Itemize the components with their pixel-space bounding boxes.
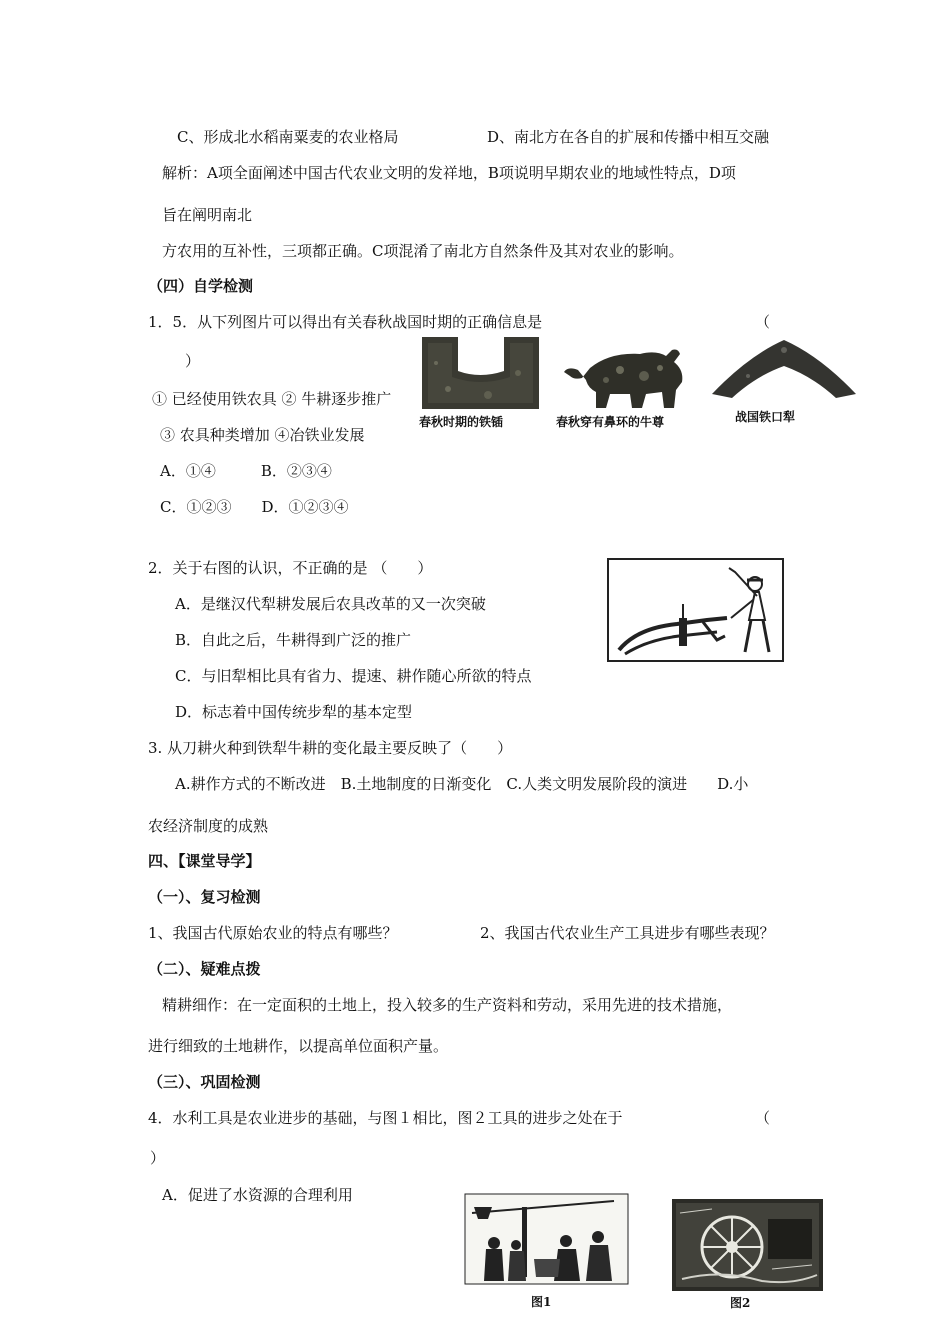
iron-hoe-caption: 春秋时期的铁锸 bbox=[419, 415, 504, 429]
question-1-paren-open: （ bbox=[755, 313, 771, 331]
section-heading-consolidation: （三）、巩固检测 bbox=[148, 1073, 261, 1091]
difficulty-text-2: 进行细致的土地耕作，以提高单位面积产量。 bbox=[148, 1037, 449, 1055]
question-4-stem: 4．水利工具是农业进步的基础，与图１相比，图２工具的进步之处在于 bbox=[148, 1109, 623, 1127]
analysis-line-1: 解析：A项全面阐述中国古代农业文明的发祥地，B项说明早期农业的地域性特点，D项 bbox=[162, 164, 736, 182]
question-4-option-a: A．促进了水资源的合理利用 bbox=[162, 1186, 353, 1204]
figure-2-caption: 图2 bbox=[730, 1296, 751, 1310]
analysis-line-2: 旨在阐明南北 bbox=[162, 206, 253, 224]
question-2-stem: 2．关于右图的认识，不正确的是 （ ） bbox=[148, 559, 433, 577]
question-4-paren-close: ） bbox=[150, 1149, 166, 1167]
figure-1-image bbox=[464, 1193, 629, 1285]
ox-zun-image bbox=[560, 340, 695, 412]
section-heading-difficulties: （二）、疑难点拨 bbox=[148, 960, 261, 978]
plough-farmer-image bbox=[607, 558, 784, 662]
question-4-paren-open: （ bbox=[755, 1109, 771, 1127]
section-heading-class-guide: 四、【课堂导学】 bbox=[148, 852, 261, 870]
question-3-options: A.耕作方式的不断改进 B.土地制度的日渐变化 C.人类文明发展阶段的演进 D.小 bbox=[175, 775, 749, 793]
review-question-2: 2、我国古代农业生产工具进步有哪些表现？ bbox=[480, 924, 775, 942]
question-3-options-cont: 农经济制度的成熟 bbox=[148, 817, 269, 835]
question-3-stem: 3. 从刀耕火种到铁犁牛耕的变化最主要反映了（ ） bbox=[148, 739, 513, 757]
iron-hoe-image bbox=[418, 333, 543, 413]
option-c-line: C、形成北水稻南粟麦的农业格局 bbox=[177, 128, 399, 146]
question-1-statements-2: ③ 农具种类增加 ④冶铁业发展 bbox=[160, 426, 365, 444]
iron-plough-tip-image bbox=[708, 336, 860, 402]
question-1-paren-close: ） bbox=[185, 352, 201, 370]
question-1-options-cd: C．①②③ D．①②③④ bbox=[160, 498, 349, 516]
question-1-options-ab: A．①④ B．②③④ bbox=[160, 462, 332, 480]
question-2-option-d: D．标志着中国传统步犁的基本定型 bbox=[175, 703, 413, 721]
review-question-1: 1、我国古代原始农业的特点有哪些？ bbox=[148, 924, 398, 942]
question-2-option-c: C．与旧犁相比具有省力、提速、耕作随心所欲的特点 bbox=[175, 667, 532, 685]
figure-2-image bbox=[672, 1199, 823, 1291]
question-2-option-b: B．自此之后，牛耕得到广泛的推广 bbox=[175, 631, 412, 649]
ox-zun-caption: 春秋穿有鼻环的牛尊 bbox=[556, 415, 665, 429]
question-1-statements-1: ① 已经使用铁农具 ② 牛耕逐步推广 bbox=[152, 390, 392, 408]
question-1-stem: 1．5．从下列图片可以得出有关春秋战国时期的正确信息是 bbox=[148, 313, 543, 331]
analysis-line-3: 方农用的互补性，三项都正确。C项混淆了南北方自然条件及其对农业的影响。 bbox=[162, 242, 684, 260]
section-heading-self-study: （四）自学检测 bbox=[148, 277, 254, 295]
question-2-option-a: A．是继汉代犁耕发展后农具改革的又一次突破 bbox=[175, 595, 486, 613]
difficulty-text-1: 精耕细作：在一定面积的土地上，投入较多的生产资料和劳动，采用先进的技术措施， bbox=[162, 996, 733, 1014]
iron-plough-tip-caption: 战国铁口犁 bbox=[735, 410, 796, 424]
section-heading-review: （一）、复习检测 bbox=[148, 888, 261, 906]
option-d-line: D、南北方在各自的扩展和传播中相互交融 bbox=[487, 128, 770, 146]
figure-1-caption: 图1 bbox=[531, 1295, 552, 1309]
